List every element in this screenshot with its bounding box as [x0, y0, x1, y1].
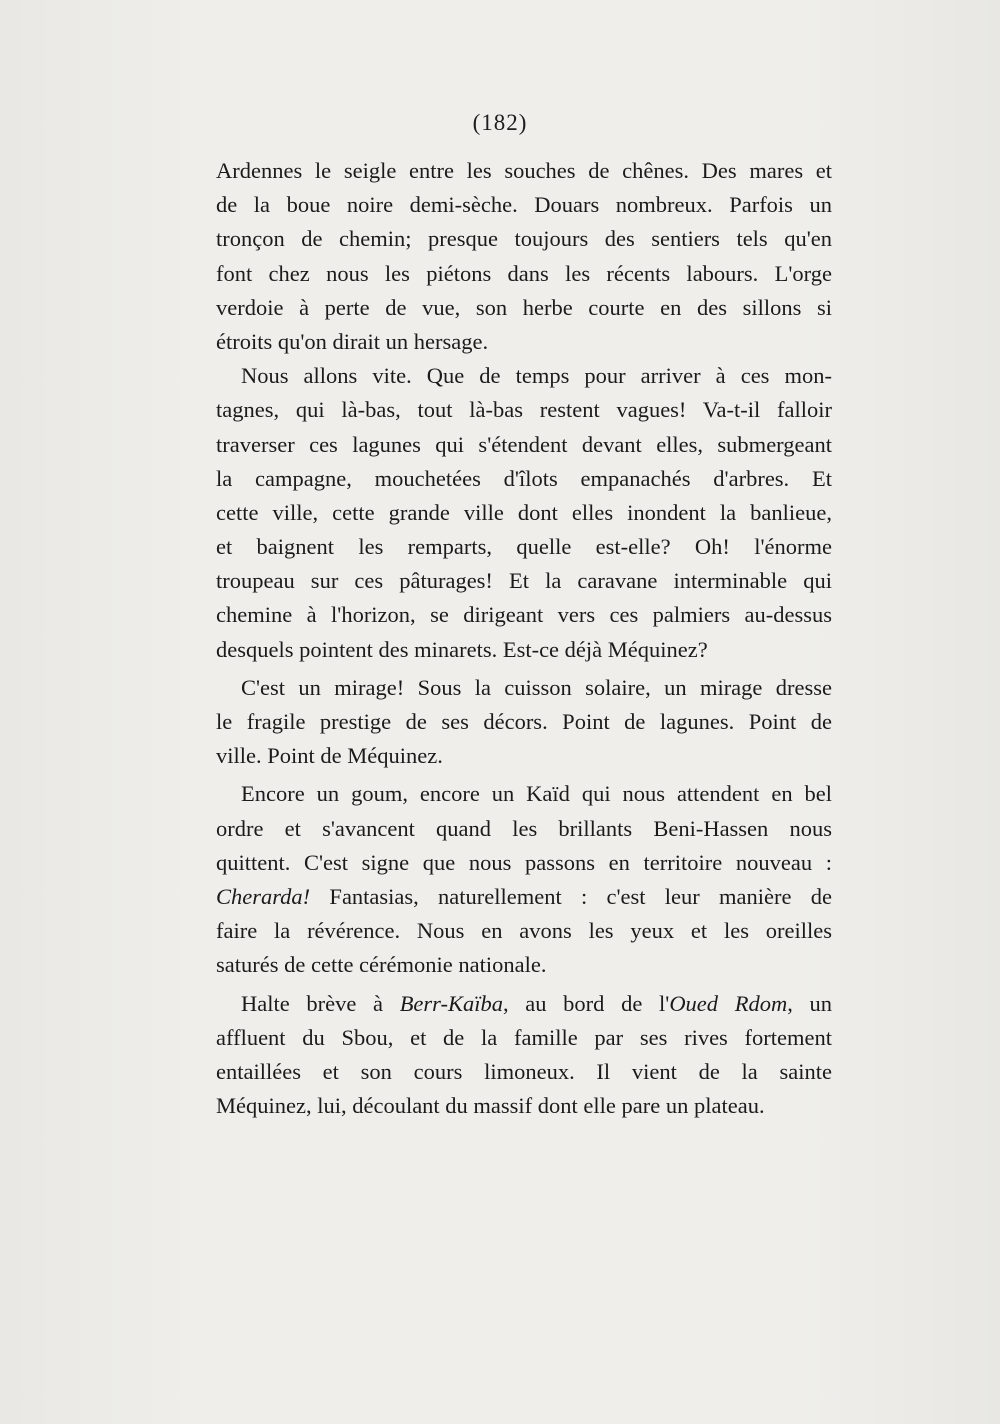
text-line: C'est un mirage! Sous la cuisson solaire, un mirage dresse	[241, 674, 832, 700]
text-run: , un	[787, 990, 833, 1016]
text-line: saturés de cette cérémonie nationale.	[216, 952, 547, 978]
text-line: la campagne, mouchetées d'îlots empanachés d'arbres. Et	[216, 465, 832, 491]
text-line: verdoie à perte de vue, son herbe courte en des sillons si	[216, 294, 832, 320]
text-line: chemine à l'horizon, se dirigeant vers ces palmiers au-dessus	[216, 602, 832, 628]
text-line: tronçon de chemin; presque toujours des sentiers tels qu'en	[216, 226, 832, 252]
text-line: Encore un goum, encore un Kaïd qui nous attendent en bel	[241, 781, 832, 807]
text-line	[216, 880, 832, 914]
text-line: entaillées et son cours limoneux. Il vient de la sainte	[216, 1058, 832, 1084]
page-number: (182)	[472, 110, 528, 135]
text-line: ville. Point de Méquinez.	[216, 743, 443, 769]
text-line: traverser ces lagunes qui s'étendent devant elles, submergeant	[216, 431, 832, 457]
text-line: quittent. C'est signe que nous passons en territoire nouveau :	[216, 849, 832, 875]
text-line: Nous allons vite. Que de temps pour arriver à ces mon-	[241, 363, 832, 389]
text-run: Halte brève à	[241, 990, 400, 1016]
place-name-italic: Cherarda!	[216, 883, 311, 909]
text-line: tagnes, qui là-bas, tout là-bas restent vagues! Va-t-il falloir	[216, 397, 832, 423]
text-line: étroits qu'on dirait un hersage.	[216, 328, 489, 354]
text-line: faire la révérence. Nous en avons les yeux et les oreilles	[216, 918, 832, 944]
text-run: , au bord de l'	[502, 990, 670, 1016]
text-line: Méquinez, lui, découlant du massif dont elle pare un plateau.	[216, 1093, 765, 1119]
text-line: affluent du Sbou, et de la famille par ses rives fortement	[216, 1024, 832, 1050]
place-name-italic: Oued Rdom	[669, 990, 788, 1016]
paragraph-2	[216, 359, 832, 667]
text-line: cette ville, cette grande ville dont elles inondent la banlieue,	[216, 499, 832, 525]
paragraph-1	[216, 154, 832, 359]
text-line: et baignent les remparts, quelle est-elle? Oh! l'énorme	[216, 534, 832, 560]
text-line: ordre et s'avancent quand les brillants Beni-Hassen nous	[216, 815, 832, 841]
paragraph-3	[216, 671, 832, 774]
body-text	[216, 154, 832, 1123]
text-line: le fragile prestige de ses décors. Point de lagunes. Point de	[216, 709, 832, 734]
text-line: de la boue noire demi-sèche. Douars nombreux. Parfois un	[216, 192, 832, 218]
text-line	[216, 987, 832, 1021]
text-run: Fantasias, naturellement : c'est leur manière de	[310, 883, 832, 909]
paragraph-4	[216, 777, 832, 982]
place-name-italic: Berr-Kaïba	[399, 990, 503, 1016]
text-line: troupeau sur ces pâturages! Et la caravane interminable qui	[216, 568, 832, 594]
text-line: font chez nous les piétons dans les récents labours. L'orge	[216, 260, 832, 286]
text-line: desquels pointent des minarets. Est-ce déjà Méquinez?	[216, 636, 708, 662]
text-line: Ardennes le seigle entre les souches de chênes. Des mares et	[216, 158, 832, 183]
paragraph-5	[216, 987, 832, 1124]
